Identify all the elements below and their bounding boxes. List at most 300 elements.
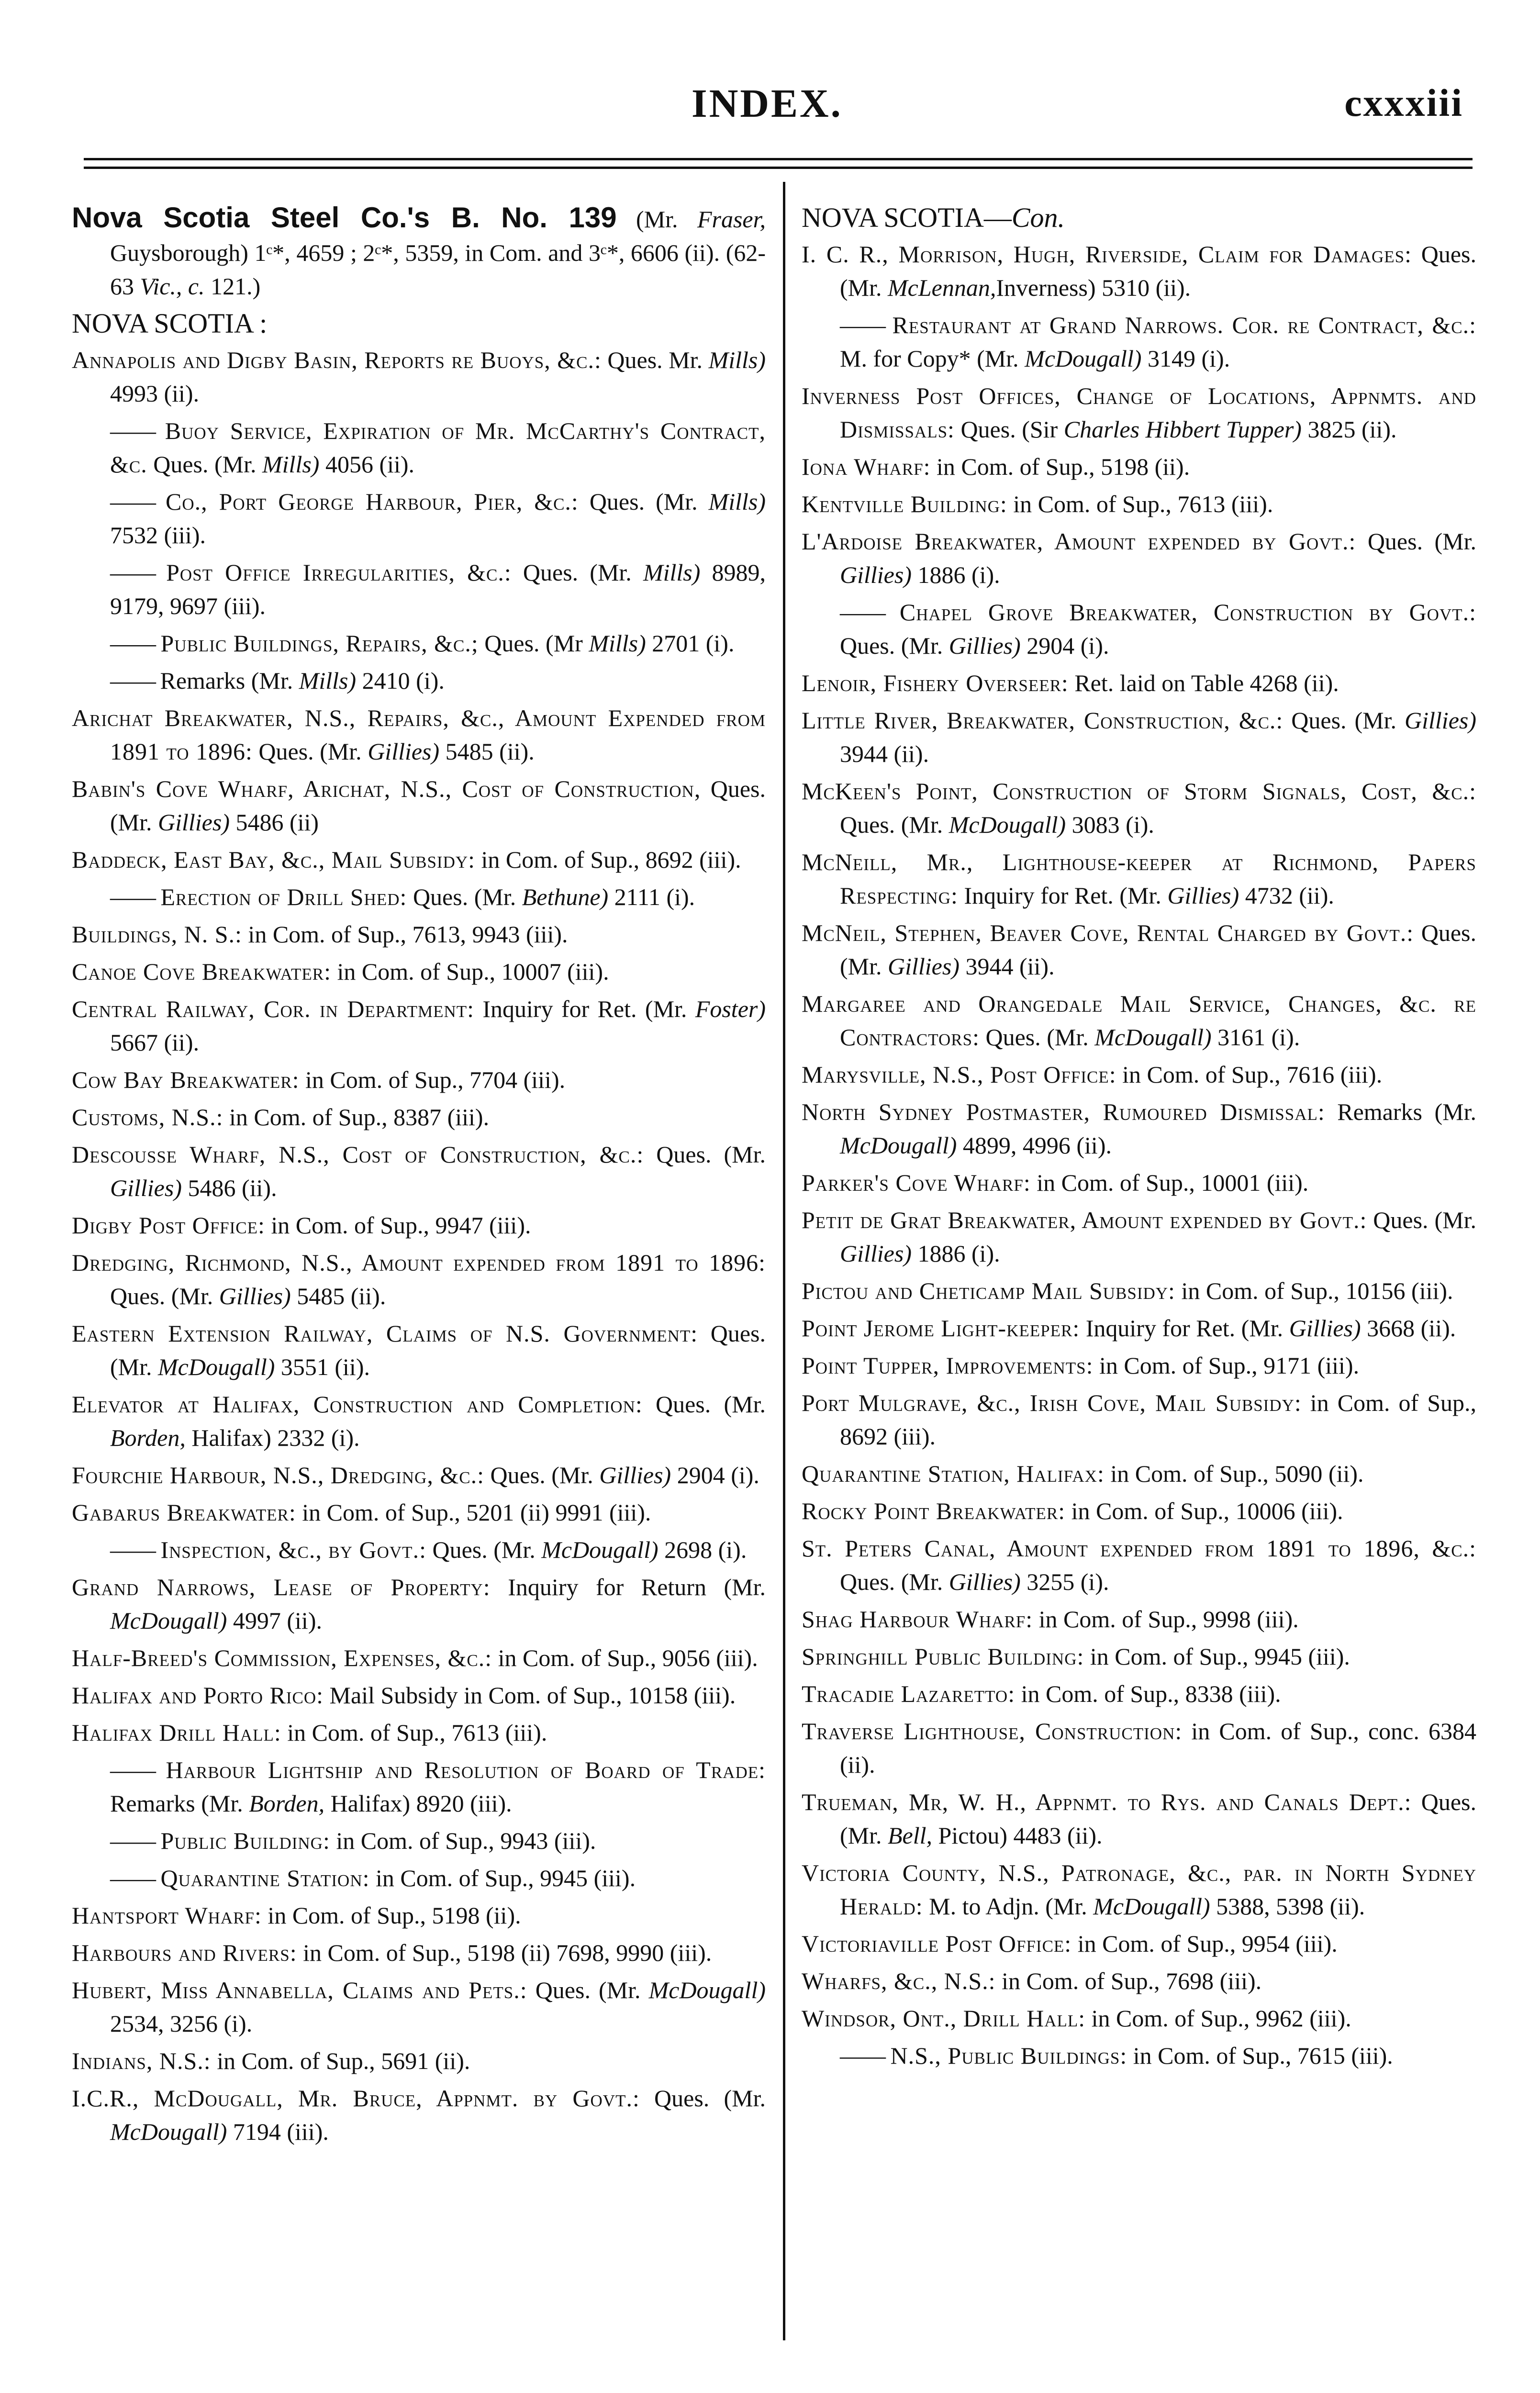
entry-text: in Com. of Sup., conc. 6384 (ii). xyxy=(840,1718,1476,1778)
ditto-dash: —— xyxy=(110,488,154,515)
index-entry xyxy=(802,704,1476,771)
entry-text: in Com. of Sup., 7613, 9943 (iii). xyxy=(242,921,568,948)
index-entry xyxy=(802,379,1476,446)
entry-member: McLennan, xyxy=(888,274,996,301)
entry-subject: Windsor, Ont., Drill Hall: xyxy=(802,2005,1086,2032)
entry-subject: Trueman, Mr, W. H., Appnmt. to Rys. and Canals Dept.: xyxy=(802,1789,1412,1815)
entry-subject: Tracadie Lazaretto: xyxy=(802,1680,1016,1707)
ditto-dash: —— xyxy=(110,417,154,444)
entry-member: McDougall) xyxy=(541,1536,658,1563)
entry-ref: 3944 (ii). xyxy=(959,953,1055,980)
index-entry xyxy=(72,1973,766,2040)
entry-text: in Com. of Sup., 5198 (ii). xyxy=(930,453,1190,480)
entry-subject: McKeen's Point, Construction of Storm Signals, Cost, &c.: xyxy=(802,778,1476,805)
entry-text: Ques. (Mr. xyxy=(840,919,1477,980)
entry-member: Gillies) xyxy=(949,1568,1021,1595)
index-entry xyxy=(802,1927,1476,1960)
entry-ref: 2410 (i). xyxy=(356,667,445,694)
entry-text: Ques. (Mr. xyxy=(527,1977,649,2003)
entry-member: McDougall) xyxy=(110,1607,227,1634)
index-entry xyxy=(802,666,1476,700)
entry-subject: Customs, N.S.: xyxy=(72,1104,223,1130)
entry-subject: Co., Port George Harbour, Pier, &c.: xyxy=(154,488,579,515)
column-divider xyxy=(783,182,785,2340)
entry-ref: 3551 (ii). xyxy=(275,1353,370,1380)
entry-subject: Petit de Grat Breakwater, Amount expended by Govt.: xyxy=(802,1207,1367,1233)
entry-member: Gillies) xyxy=(840,1240,912,1267)
entry-text: Ret. laid on Table 4268 (ii). xyxy=(1068,670,1339,696)
entry-member: Gillies) xyxy=(888,953,960,980)
entry-member: McDougall) xyxy=(949,811,1066,838)
ditto-dash: —— xyxy=(110,1756,154,1783)
ditto-dash: —— xyxy=(110,1865,154,1891)
index-entry xyxy=(802,774,1476,841)
entry-text: in Com. of Sup., 9947 (iii). xyxy=(265,1212,531,1239)
entry-text: Remarks (Mr. xyxy=(154,667,299,694)
entry-text: in Com. of Sup., 10007 (iii). xyxy=(331,958,609,985)
entry-text: Ques. (Mr. xyxy=(252,738,368,765)
entry-ref: 1886 (i). xyxy=(911,1240,1000,1267)
entry-ref: 3944 (ii). xyxy=(840,740,929,767)
index-entry xyxy=(72,772,766,839)
entry-subject: Inverness Post Offices, Change of Locations, Appnmts. and Dismissals: xyxy=(802,382,1476,443)
entry-subject: Post Office Irregularities, &c.: xyxy=(154,559,512,586)
entry-member: Borden, xyxy=(110,1424,186,1451)
index-entry xyxy=(802,487,1476,521)
entry-subject: Arichat Breakwater, N.S., Repairs, &c., Amount Expended from 1891 to 1896: xyxy=(72,704,766,765)
entry-subject: Restaurant at Grand Narrows. Cor. re Contract, &c.: xyxy=(884,312,1476,338)
entry-subject: Rocky Point Breakwater: xyxy=(802,1498,1066,1524)
entry-member: McDougall) xyxy=(1093,1893,1210,1920)
entry-ref: 5388, 5398 (ii). xyxy=(1210,1893,1365,1920)
entry-text: in Com. of Sup., 10001 (iii). xyxy=(1030,1169,1309,1196)
index-entry xyxy=(802,1785,1476,1852)
entry-text: in Com. of Sup., 9171 (iii). xyxy=(1093,1352,1360,1379)
entry-subject: Kentville Building: xyxy=(802,491,1007,517)
entry-ref: 3668 (ii). xyxy=(1361,1315,1456,1342)
entry-member: Gillies) xyxy=(1405,707,1476,734)
entry-ref: 2534, 3256 (i). xyxy=(110,2010,253,2037)
index-entry xyxy=(72,307,766,340)
index-entry xyxy=(802,1058,1476,1091)
entry-text: in Com. of Sup., 10006 (iii). xyxy=(1065,1498,1343,1524)
entry-text: in Com. of Sup., 5090 (ii). xyxy=(1104,1460,1364,1487)
entry-subject: Dredging, Richmond, N.S., Amount expended from 1891 to 1896: xyxy=(72,1249,766,1276)
index-entry xyxy=(72,1496,766,1529)
entry-text: in Com. of Sup., 5201 (ii) 9991 (iii). xyxy=(296,1499,651,1526)
index-entry xyxy=(72,701,766,768)
index-entry xyxy=(72,1533,766,1566)
index-entry xyxy=(802,308,1476,375)
entry-text: in Com. of Sup., 9945 (iii). xyxy=(369,1865,636,1891)
left-column xyxy=(72,201,766,2152)
entry-ref: 4056 (ii). xyxy=(319,451,415,478)
entry-text: Ques. (Mr. xyxy=(840,632,949,659)
entry-subject: Little River, Breakwater, Construction, &c.: xyxy=(802,707,1283,734)
entry-subject: Point Tupper, Improvements: xyxy=(802,1352,1094,1379)
entry-subject: Digby Post Office: xyxy=(72,1212,265,1239)
entry-text: in Com. of Sup., 10156 (iii). xyxy=(1175,1277,1453,1304)
entry-subject: Harbours and Rivers: xyxy=(72,1939,297,1966)
entry-text: Ques. (Mr. xyxy=(642,1391,766,1418)
entry-member: Mills) xyxy=(589,630,646,657)
entry-text: Ques. (Mr. xyxy=(110,775,766,836)
index-entry xyxy=(72,1063,766,1096)
entry-text: in Com. of Sup., 7613 (iii). xyxy=(281,1719,547,1746)
entry-text: Ques. (Mr. xyxy=(578,488,709,515)
entry-subject: Halifax Drill Hall: xyxy=(72,1719,281,1746)
entry-text: in Com. of Sup., 5691 (ii). xyxy=(211,2047,470,2074)
entry-member: Mills) xyxy=(643,559,701,586)
entry-text: in Com. of Sup., 8692 (iii). xyxy=(840,1389,1477,1450)
entry-member: Gillies) xyxy=(158,809,230,836)
entry-member: Mills) xyxy=(262,451,320,478)
entry-subject: St. Peters Canal, Amount expended from 1891 to 1896, &c.: xyxy=(802,1535,1476,1562)
entry-ref: 2701 (i). xyxy=(646,630,735,657)
entry-member: McDougall) xyxy=(1025,345,1142,372)
index-entry xyxy=(72,556,766,623)
entry-text: Ques. Mr. xyxy=(601,347,709,373)
entry-text: Ques. (Mr. xyxy=(426,1536,542,1563)
entry-ref: 5485 (ii). xyxy=(290,1283,386,1309)
entry-member: Gillies) xyxy=(1167,882,1239,909)
entry-ref: 2698 (i). xyxy=(658,1536,747,1563)
index-entry xyxy=(802,1386,1476,1453)
entry-text: in Com. of Sup., 9954 (iii). xyxy=(1071,1930,1338,1957)
entry-subject: Grand Narrows, Lease of Property: xyxy=(72,1574,491,1600)
entry-ref: Halifax) 2332 (i). xyxy=(185,1424,360,1451)
entry-member: Gillies) xyxy=(219,1283,291,1309)
entry-ref: 3083 (i). xyxy=(1066,811,1154,838)
entry-text: Ques. (Sir xyxy=(954,416,1064,443)
entry-subject: Erection of Drill Shed: xyxy=(154,883,407,910)
entry-subject: Cow Bay Breakwater: xyxy=(72,1066,300,1093)
entry-text: Ques. (Mr. xyxy=(110,1320,766,1380)
entry-ref: 2111 (i). xyxy=(608,883,695,910)
entry-text: Ques. (Mr. xyxy=(840,811,949,838)
page-number: cxxxiii xyxy=(1344,81,1463,124)
index-entry xyxy=(72,843,766,876)
entry-text: Ques. (Mr. xyxy=(840,241,1477,301)
index-entry xyxy=(802,1311,1476,1345)
header-rule-top xyxy=(84,158,1473,160)
entry-ref: 3825 (ii). xyxy=(1301,416,1397,443)
entry-subject: McNeil, Stephen, Beaver Cove, Rental Charged by Govt.: xyxy=(802,919,1414,946)
entry-text: Ques. (Mr. xyxy=(840,1789,1476,1849)
entry-subject: Margaree and Orangedale Mail Service, Changes, &c. re Contractors: xyxy=(802,990,1476,1051)
entry-ref: 3255 (i). xyxy=(1020,1568,1109,1595)
entry-ref: 3161 (i). xyxy=(1211,1024,1300,1051)
entry-member: Bethune) xyxy=(522,883,609,910)
entry-member: Gillies) xyxy=(110,1174,182,1201)
index-entry xyxy=(72,414,766,481)
entry-subject: Marysville, N.S., Post Office: xyxy=(802,1061,1116,1088)
ditto-dash: —— xyxy=(840,2042,884,2069)
entry-subject: Public Building: xyxy=(154,1827,330,1854)
entry-subject: Pictou and Cheticamp Mail Subsidy: xyxy=(802,1277,1175,1304)
entry-ref: 3149 (i). xyxy=(1141,345,1230,372)
entry-text: in Com. of Sup., 5198 (ii). xyxy=(261,1902,521,1929)
entry-text: in Com. of Sup., 9943 (iii). xyxy=(330,1827,596,1854)
entry-subject: Wharfs, &c., N.S.: xyxy=(802,1968,996,1994)
entry-member: Borden, xyxy=(249,1790,325,1817)
entry-text: Inquiry for Return (Mr. xyxy=(490,1574,766,1600)
entry-subject: Half-Breed's Commission, Expenses, &c.: xyxy=(72,1644,492,1671)
entry-text: in Com. of Sup., 9056 (iii). xyxy=(492,1644,758,1671)
index-entry xyxy=(72,1899,766,1932)
entry-subject: Halifax and Porto Rico: xyxy=(72,1682,324,1709)
entry-subject: Buildings, N. S.: xyxy=(72,921,242,948)
entry-member: Gillies) xyxy=(840,561,912,588)
entry-member: McDougall) xyxy=(648,1977,766,2003)
index-entry xyxy=(72,485,766,552)
index-entry xyxy=(72,343,766,410)
entry-text: in Com. of Sup., 5198 (ii) 7698, 9990 (iii). xyxy=(297,1939,712,1966)
entry-member: Foster) xyxy=(695,995,766,1022)
entry-subject: I.C.R., McDougall, Mr. Bruce, Appnmt. by Govt.: xyxy=(72,2085,640,2112)
entry-ref: 5667 (ii). xyxy=(110,1029,200,1056)
entry-subject: Lenoir, Fishery Overseer: xyxy=(802,670,1069,696)
entry-text: in Com. of Sup., 9962 (iii). xyxy=(1085,2005,1351,2032)
entry-subject: North Sydney Postmaster, Rumoured Dismissal: xyxy=(802,1098,1325,1125)
index-entry xyxy=(802,987,1476,1054)
index-entry xyxy=(72,880,766,914)
entry-text: Remarks (Mr. xyxy=(1325,1098,1477,1125)
index-entry xyxy=(72,1716,766,1749)
entry-ref: 7194 (iii). xyxy=(227,2118,329,2145)
index-entry xyxy=(72,1458,766,1492)
entry-member: McDougall) xyxy=(110,2118,227,2145)
entry-subject: Hubert, Miss Annabella, Claims and Pets.: xyxy=(72,1977,527,2003)
entry-subject: Buoy Service, Expiration of Mr. McCarthy's Contract, &c. xyxy=(110,417,766,478)
entry-ref: 5486 (ii) xyxy=(229,809,319,836)
entry-subject: Eastern Extension Railway, Claims of N.S. Government: xyxy=(72,1320,698,1347)
entry-subject: Fourchie Harbour, N.S., Dredging, &c.: xyxy=(72,1462,484,1488)
entry-member: Bell, xyxy=(888,1822,933,1849)
entry-subject: Indians, N.S.: xyxy=(72,2047,211,2074)
index-entry xyxy=(72,1753,766,1820)
entry-text: in Com. of Sup., 9998 (iii). xyxy=(1033,1606,1299,1633)
entry-text: in Com. of Sup., 9945 (iii). xyxy=(1084,1643,1350,1670)
entry-subject: Elevator at Halifax, Construction and Completion: xyxy=(72,1391,643,1418)
entry-text: in Com. of Sup., 8338 (iii). xyxy=(1015,1680,1281,1707)
entry-text: Ques. (Mr. xyxy=(1367,1207,1476,1233)
index-entry xyxy=(72,1570,766,1637)
entry-ref: 2904 (i). xyxy=(1020,632,1109,659)
entry-subject: Chapel Grove Breakwater, Construction by Govt.: xyxy=(884,599,1476,626)
entry-text: Ques. (Mr. xyxy=(147,451,263,478)
ditto-dash: —— xyxy=(110,559,154,586)
index-entry xyxy=(72,2081,766,2148)
index-entry xyxy=(802,1166,1476,1199)
entry-text: Ques. (Mr. xyxy=(1283,707,1405,734)
entry-subject: Shag Harbour Wharf: xyxy=(802,1606,1033,1633)
entry-subject: Central Railway, Cor. in Department: xyxy=(72,995,475,1022)
ditto-dash: —— xyxy=(110,883,154,910)
index-entry xyxy=(802,525,1476,592)
entry-member: Mills) xyxy=(299,667,357,694)
section-heading: NOVA SCOTIA : xyxy=(72,308,268,339)
index-entry xyxy=(802,2002,1476,2035)
entry-member: Mills) xyxy=(708,488,766,515)
entry-subject: Babin's Cove Wharf, Arichat, N.S., Cost of Construction, xyxy=(72,775,701,802)
entry-subject: N.S., Public Buildings: xyxy=(884,2042,1127,2069)
entry-text: Ques. (Mr. xyxy=(1356,528,1476,555)
entry-text: Ques. (Mr. xyxy=(644,1141,766,1168)
index-entry xyxy=(802,845,1476,912)
entry-ref: 5486 (ii). xyxy=(181,1174,277,1201)
index-entry xyxy=(72,1246,766,1313)
entry-ref: 2904 (i). xyxy=(671,1462,759,1488)
index-entry xyxy=(72,992,766,1059)
entry-subject: Victoriaville Post Office: xyxy=(802,1930,1072,1957)
entry-text: Inquiry for Ret. (Mr. xyxy=(958,882,1168,909)
index-entry xyxy=(802,1602,1476,1636)
index-entry xyxy=(802,1274,1476,1308)
index-entry xyxy=(802,237,1476,304)
entry-text: (Mr. xyxy=(616,206,697,233)
section-heading: NOVA SCOTIA— xyxy=(802,202,1012,233)
entry-subject: Harbour Lightship and Resolution of Board of Trade: xyxy=(154,1756,766,1783)
entry-subject: Descousse Wharf, N.S., Cost of Construction, &c.: xyxy=(72,1141,644,1168)
index-entry xyxy=(802,1856,1476,1923)
index-entry xyxy=(802,1494,1476,1528)
index-entry xyxy=(72,1936,766,1969)
header-rule-bottom xyxy=(84,167,1473,169)
right-column xyxy=(802,201,1476,2076)
ditto-dash: —— xyxy=(840,599,884,626)
entry-subject: Annapolis and Digby Basin, Reports re Buoys, &c.: xyxy=(72,347,602,373)
index-entry xyxy=(802,1640,1476,1673)
entry-text: Vic., c. xyxy=(140,273,205,300)
entry-subject: L'Ardoise Breakwater, Amount expended by Govt.: xyxy=(802,528,1356,555)
entry-text: in Com. of Sup., 7698 (iii). xyxy=(995,1968,1262,1994)
index-entry xyxy=(802,1964,1476,1998)
index-entry xyxy=(802,1457,1476,1490)
entry-subject: Public Buildings, Repairs, &c.; xyxy=(154,630,479,657)
entry-text: in Com. of Sup., 7704 (iii). xyxy=(299,1066,566,1093)
entry-text: in Com. of Sup., 7616 (iii). xyxy=(1116,1061,1383,1088)
entry-ref: 8989, 9179, 9697 (iii). xyxy=(110,559,766,619)
index-entry xyxy=(72,955,766,988)
entry-subject: Parker's Cove Wharf: xyxy=(802,1169,1031,1196)
entry-text: Inquiry for Ret. (Mr. xyxy=(474,995,695,1022)
index-entry xyxy=(802,1532,1476,1599)
index-entry xyxy=(802,1203,1476,1270)
entry-subject: Point Jerome Light-keeper: xyxy=(802,1315,1080,1342)
entry-ref: 4993 (ii). xyxy=(110,380,200,407)
entry-text: Remarks (Mr. xyxy=(110,1790,249,1817)
entry-member: Gillies) xyxy=(599,1462,671,1488)
entry-text: M. to Adjn. (Mr. xyxy=(923,1893,1094,1920)
entry-ref: Pictou) 4483 (ii). xyxy=(932,1822,1103,1849)
entry-text: Inquiry for Ret. (Mr. xyxy=(1080,1315,1289,1342)
entry-member: Gillies) xyxy=(368,738,440,765)
index-entry xyxy=(72,1387,766,1454)
entry-subject: Victoria County, N.S., Patronage, &c., par. in North Sydney Herald: xyxy=(802,1859,1476,1920)
index-entry xyxy=(802,1677,1476,1711)
index-entry xyxy=(72,1138,766,1205)
index-entry xyxy=(802,1349,1476,1382)
entry-ref: 4899, 4996 (ii). xyxy=(957,1132,1112,1159)
ditto-dash: —— xyxy=(840,312,884,338)
index-entry xyxy=(802,916,1476,983)
section-heading-cont: Con. xyxy=(1011,202,1065,233)
ditto-dash: —— xyxy=(110,667,154,694)
entry-subject: Inspection, &c., by Govt.: xyxy=(154,1536,426,1563)
page-header xyxy=(0,0,1540,182)
entry-subject: Quarantine Station, Halifax: xyxy=(802,1460,1105,1487)
entry-text: Mail Subsidy in Com. of Sup., 10158 (iii). xyxy=(324,1682,736,1709)
entry-member: Gillies) xyxy=(949,632,1021,659)
index-entry xyxy=(802,595,1476,662)
index-entry xyxy=(72,1100,766,1134)
index-entry xyxy=(72,1641,766,1675)
index-entry xyxy=(802,1095,1476,1162)
entry-subject: Hantsport Wharf: xyxy=(72,1902,262,1929)
entry-text: in Com. of Sup., 7615 (iii). xyxy=(1127,2042,1393,2069)
index-entry xyxy=(72,1824,766,1857)
entry-ref: Halifax) 8920 (iii). xyxy=(324,1790,512,1817)
entry-text: in Com. of Sup., 8692 (iii). xyxy=(475,846,741,873)
entry-text: Ques. (Mr. xyxy=(979,1024,1095,1051)
entry-ref: 1886 (i). xyxy=(911,561,1000,588)
entry-subject: Springhill Public Building: xyxy=(802,1643,1084,1670)
entry-text: Ques. (Mr. xyxy=(511,559,643,586)
entry-member: McDougall) xyxy=(158,1353,275,1380)
entry-subject: Traverse Lighthouse, Construction: xyxy=(802,1718,1183,1744)
page-title: INDEX. xyxy=(692,81,843,126)
index-entry xyxy=(802,1714,1476,1781)
ditto-dash: —— xyxy=(110,630,154,657)
index-entry xyxy=(72,664,766,697)
ditto-dash: —— xyxy=(110,1536,154,1563)
entry-ref: 4732 (ii). xyxy=(1239,882,1334,909)
index-entry xyxy=(72,2044,766,2078)
ditto-dash: —— xyxy=(110,1827,154,1854)
index-entry xyxy=(802,450,1476,483)
entry-member: McDougall) xyxy=(1094,1024,1212,1051)
entry-text: Ques. (Mr xyxy=(478,630,589,657)
entry-text: Ques. (Mr. xyxy=(639,2085,766,2112)
entry-member: McDougall) xyxy=(840,1132,957,1159)
entry-text: in Com. of Sup., 8387 (iii). xyxy=(223,1104,490,1130)
index-entry xyxy=(72,917,766,951)
index-entry xyxy=(802,2039,1476,2072)
index-entry xyxy=(802,201,1476,235)
index-entry xyxy=(72,1317,766,1384)
entry-text: Ques. (Mr. xyxy=(484,1462,600,1488)
entry-subject: Iona Wharf: xyxy=(802,453,931,480)
entry-text: Guysborough) 1ᶜ*, 4659 ; 2ᶜ*, 5359, in Com. and 3ᶜ*, 6606 (ii). (62-63 xyxy=(110,239,766,300)
index-entry xyxy=(72,1861,766,1895)
entry-text: Ques. (Mr. xyxy=(407,883,522,910)
entry-member: Charles Hibbert Tupper) xyxy=(1063,416,1302,443)
entry-subject: Canoe Cove Breakwater: xyxy=(72,958,332,985)
entry-member: Fraser, xyxy=(697,206,766,233)
entry-ref: 5485 (ii). xyxy=(439,738,535,765)
entry-text: Ques. (Mr. xyxy=(110,1283,219,1309)
entry-subject: Port Mulgrave, &c., Irish Cove, Mail Subsidy: xyxy=(802,1389,1302,1416)
entry-ref: 4997 (ii). xyxy=(227,1607,322,1634)
entry-ref: 7532 (iii). xyxy=(110,522,206,548)
entry-text: Ques. (Mr. xyxy=(840,1568,949,1595)
entry-subject: Baddeck, East Bay, &c., Mail Subsidy: xyxy=(72,846,476,873)
entry-subject: McNeill, Mr., Lighthouse-keeper at Richmond, Papers Respecting: xyxy=(802,849,1476,909)
index-entry xyxy=(72,1208,766,1242)
entry-text: 121.) xyxy=(204,273,261,300)
entry-subject: Gabarus Breakwater: xyxy=(72,1499,296,1526)
